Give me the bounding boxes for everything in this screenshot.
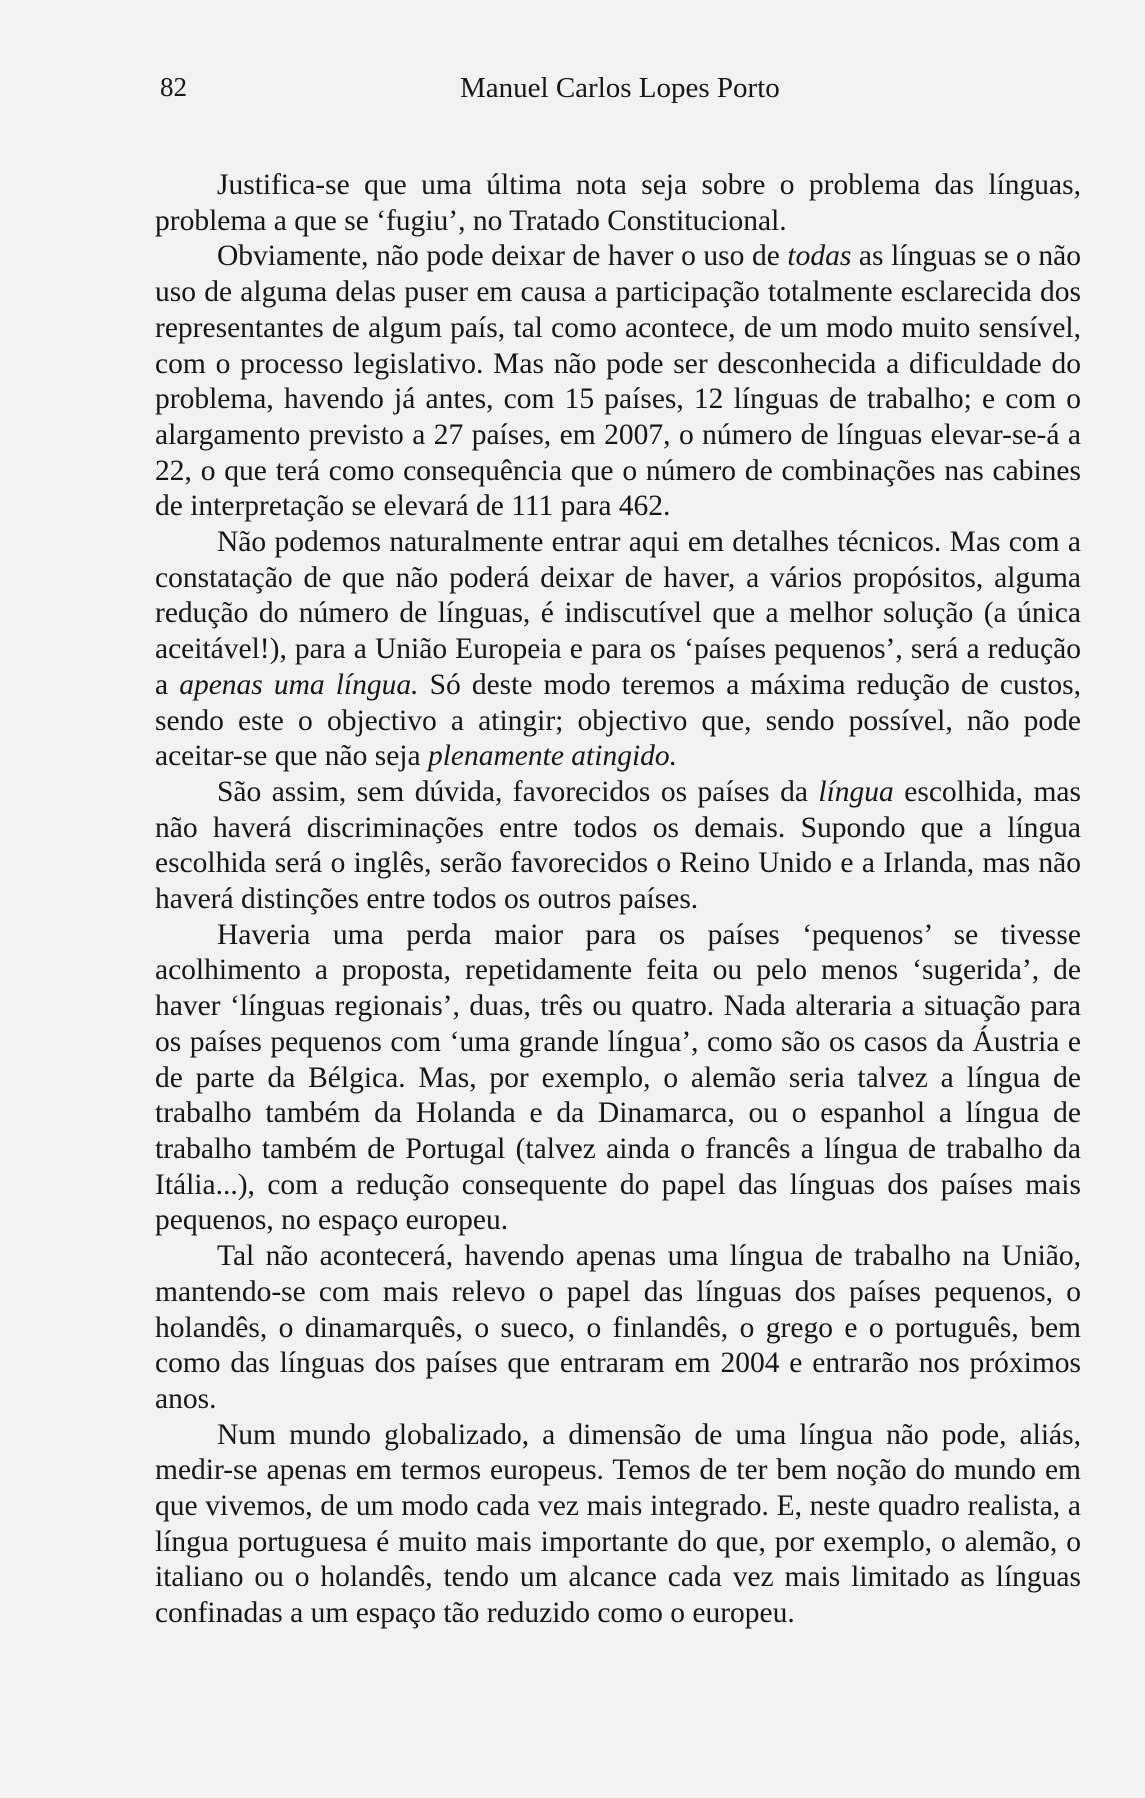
text-run: Obviamente, não pode deixar de haver o uso de: [217, 240, 788, 273]
italic-text-run: todas: [787, 240, 852, 273]
paragraph: [155, 1418, 1081, 1632]
italic-text-run: língua: [818, 775, 894, 808]
text-run: Só deste modo teremos a máxima redução de custos, sendo este o objectivo a atingir; objectivo que, sendo possível, não pode aceitar-se que não seja: [155, 668, 1082, 773]
text-run: Haveria uma perda maior para os países ‘pequenos’ se tivesse acolhimento a proposta, repetidamente feita ou pelo menos ‘sugerida’, de haver ‘línguas regionais’, duas, três ou quatro. Nada alteraria a situação para os países pequenos com ‘uma grande língua’, como são os casos da Áustria e de parte da Bélgica. Mas, por exemplo, o alemão seria talvez a língua de trabalho também da Holanda e da Dinamarca, ou o espanhol a língua de trabalho também de Portugal (talvez ainda o francês a língua de trabalho da Itália...), com a redução consequente do papel das línguas dos países mais pequenos, no espaço europeu.: [155, 918, 1081, 1237]
paragraph: [155, 1239, 1081, 1418]
page-header: [160, 72, 1067, 112]
text-run: as línguas se o não uso de alguma delas puser em causa a participação totalmente esclarecida dos representantes de algum país, tal como acontece, de um modo muito sensível, com o processo legislativo. Mas não pode ser desconhecida a dificuldade do problema, havendo já antes, com 15 países, 12 línguas de trabalho; e com o alargamento previsto a 27 países, em 2007, o número de línguas elevar-se-á a 22, o que terá como consequência que o número de combinações nas cabines de interpretação se elevará de 111 para 462.: [155, 240, 1081, 523]
text-run: Tal não acontecerá, havendo apenas uma língua de trabalho na União, mantendo-se com mais relevo o papel das línguas dos países pequenos, o holandês, o dinamarquês, o sueco, o finlandês, o grego e o português, bem como das línguas dos países que entraram em 2004 e entrarão nos próximos anos.: [155, 1240, 1081, 1415]
text-run: São assim, sem dúvida, favorecidos os países da: [217, 775, 819, 808]
paragraph: [155, 239, 1081, 525]
italic-text-run: plenamente atingido.: [427, 740, 678, 773]
running-head-author: Manuel Carlos Lopes Porto: [460, 72, 780, 104]
paragraph: [155, 525, 1081, 775]
paragraph: [155, 775, 1081, 918]
text-run: Justifica-se que uma última nota seja sobre o problema das línguas, problema a que se ‘fugiu’, no Tratado Constitucional.: [155, 169, 1081, 237]
text-run: Não podemos naturalmente entrar aqui em detalhes técnicos. Mas com a constatação de que não poderá deixar de haver, a vários propósitos, alguma redução do número de línguas, é indiscutível que a melhor solução (a única aceitável!), para a União Europeia e para os ‘países pequenos’, será a redução a: [155, 526, 1081, 701]
body-text: [155, 168, 1081, 1632]
italic-text-run: apenas uma língua.: [179, 668, 419, 701]
text-run: Num mundo globalizado, a dimensão de uma língua não pode, aliás, medir-se apenas em termos europeus. Temos de ter bem noção do mundo em que vivemos, de um modo cada vez mais integrado. E, neste quadro realista, a língua portuguesa é muito mais importante do que, por exemplo, o alemão, o italiano ou o holandês, tendo um alcance cada vez mais limitado as línguas confinadas a um espaço tão reduzido como o europeu.: [155, 1418, 1081, 1630]
paragraph: [155, 918, 1081, 1239]
paragraph: [155, 168, 1081, 239]
page-number: 82: [160, 72, 187, 102]
text-run: escolhida, mas não haverá discriminações entre todos os demais. Supondo que a língua escolhida será o inglês, serão favorecidos o Reino Unido e a Irlanda, mas não haverá distinções entre todos os outros países.: [155, 775, 1081, 916]
